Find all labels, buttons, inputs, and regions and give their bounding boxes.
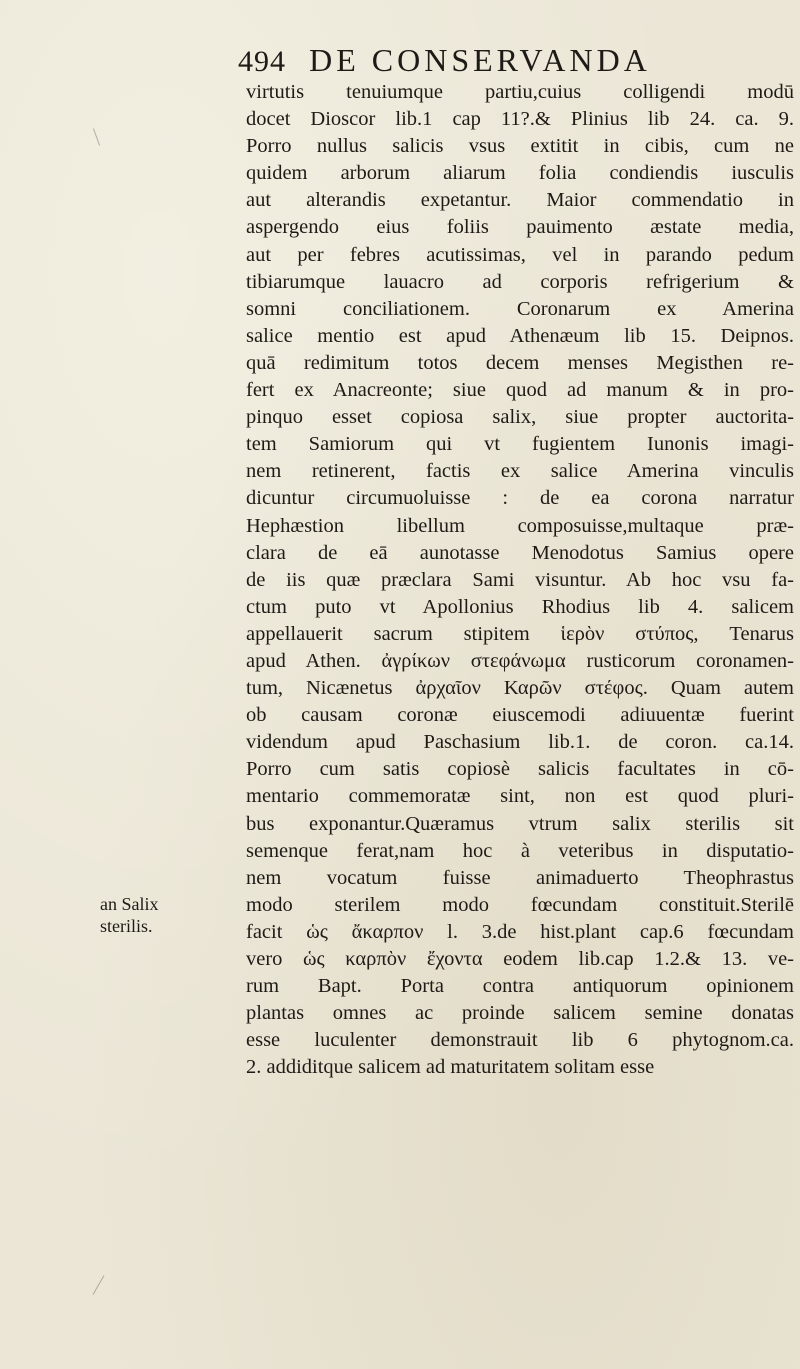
text-line: salice mentio est apud Athenæum lib 15. Deipnos. bbox=[246, 324, 794, 347]
text-line: quidem arborum aliarum folia condiendis iusculis bbox=[246, 162, 794, 185]
text-line: Porro nullus salicis vsus extitit in cibis, cum ne bbox=[246, 135, 794, 158]
text-line: tum, Nicænetus ἀρχαῖον Καρῶν στέφος. Quam autem bbox=[246, 677, 794, 700]
text-line: ob causam coronæ eiuscemodi adiuuentæ fuerint bbox=[246, 704, 794, 727]
text-line: modo sterilem modo fœcundam constituit.Sterilē bbox=[246, 893, 794, 916]
text-line: videndum apud Paschasium lib.1. de coron. ca.14. bbox=[246, 731, 794, 754]
pencil-mark bbox=[93, 128, 100, 145]
text-line: vero ὡς καρπὸν ἔχοντα eodem lib.cap 1.2.& 13. ve- bbox=[246, 948, 794, 970]
text-line: apud Athen. ἀγρίκων στεφάνωμα rusticorum coronamen- bbox=[246, 649, 794, 672]
text-line: esse luculenter demonstrauit lib 6 phytognom.ca. bbox=[246, 1029, 794, 1052]
text-line: 2. addiditque salicem ad maturitatem solitam esse bbox=[246, 1056, 655, 1079]
page-number: 494 bbox=[238, 45, 286, 78]
text-line: fert ex Anacreonte; siue quod ad manum & in pro- bbox=[246, 379, 794, 402]
margin-note-line: sterilis. bbox=[100, 916, 153, 936]
text-line: ctum puto vt Apollonius Rhodius lib 4. salicem bbox=[246, 595, 794, 618]
page-header bbox=[238, 42, 758, 82]
body-text bbox=[246, 79, 794, 1081]
pencil-mark bbox=[93, 1275, 105, 1295]
text-line: virtutis tenuiumque partiu,cuius colligendi modū bbox=[246, 81, 794, 103]
text-line: clara de eā aunotasse Menodotus Samius opere bbox=[246, 541, 794, 564]
text-line: semenque ferat,nam hoc à veteribus in disputatio- bbox=[246, 839, 794, 862]
running-head: DE CONSERVANDA bbox=[309, 42, 651, 78]
text-line: somni conciliationem. Coronarum ex Amerina bbox=[246, 297, 794, 320]
text-line: aut per febres acutissimas, vel in parando pedum bbox=[246, 243, 794, 266]
text-line: bus exponantur.Quæramus vtrum salix sterilis sit bbox=[246, 812, 794, 835]
text-line: pinquo esset copiosa salix, siue propter auctorita- bbox=[246, 406, 794, 429]
text-line: aspergendo eius foliis pauimento æstate media, bbox=[246, 216, 794, 239]
text-line: dicuntur circumuoluisse : de ea corona narratur bbox=[246, 487, 794, 510]
text-line: quā redimitum totos decem menses Megisthen re- bbox=[246, 351, 794, 374]
text-line: tibiarumque lauacro ad corporis refrigerium & bbox=[246, 270, 794, 293]
text-line: tem Samiorum qui vt fugientem Iunonis imagi- bbox=[246, 433, 794, 456]
text-line: de iis quæ præclara Sami visuntur. Ab hoc vsu fa- bbox=[246, 568, 794, 591]
text-line: aut alterandis expetantur. Maior commendatio in bbox=[246, 189, 794, 212]
text-line: nem vocatum fuisse animaduerto Theophrastus bbox=[246, 866, 794, 889]
text-line: Porro cum satis copiosè salicis facultates in cō- bbox=[246, 758, 794, 781]
text-line: nem retinerent, factis ex salice Amerina vinculis bbox=[246, 460, 794, 483]
text-line: Hephæstion libellum composuisse,multaque præ- bbox=[246, 514, 794, 537]
margin-note-line: an Salix bbox=[100, 894, 159, 914]
text-line: facit ὡς ἄκαρπον l. 3.de hist.plant cap.6 fœcundam bbox=[246, 920, 794, 943]
margin-note bbox=[100, 893, 220, 937]
text-line: mentario commemoratæ sint, non est quod pluri- bbox=[246, 785, 794, 808]
text-line: appellauerit sacrum stipitem ἱερὸν στύπος, Tenarus bbox=[246, 622, 794, 645]
text-line: rum Bapt. Porta contra antiquorum opinionem bbox=[246, 975, 794, 998]
text-line: plantas omnes ac proinde salicem semine donatas bbox=[246, 1002, 794, 1025]
text-line: docet Dioscor lib.1 cap 11?.& Plinius lib 24. ca. 9. bbox=[246, 108, 794, 131]
